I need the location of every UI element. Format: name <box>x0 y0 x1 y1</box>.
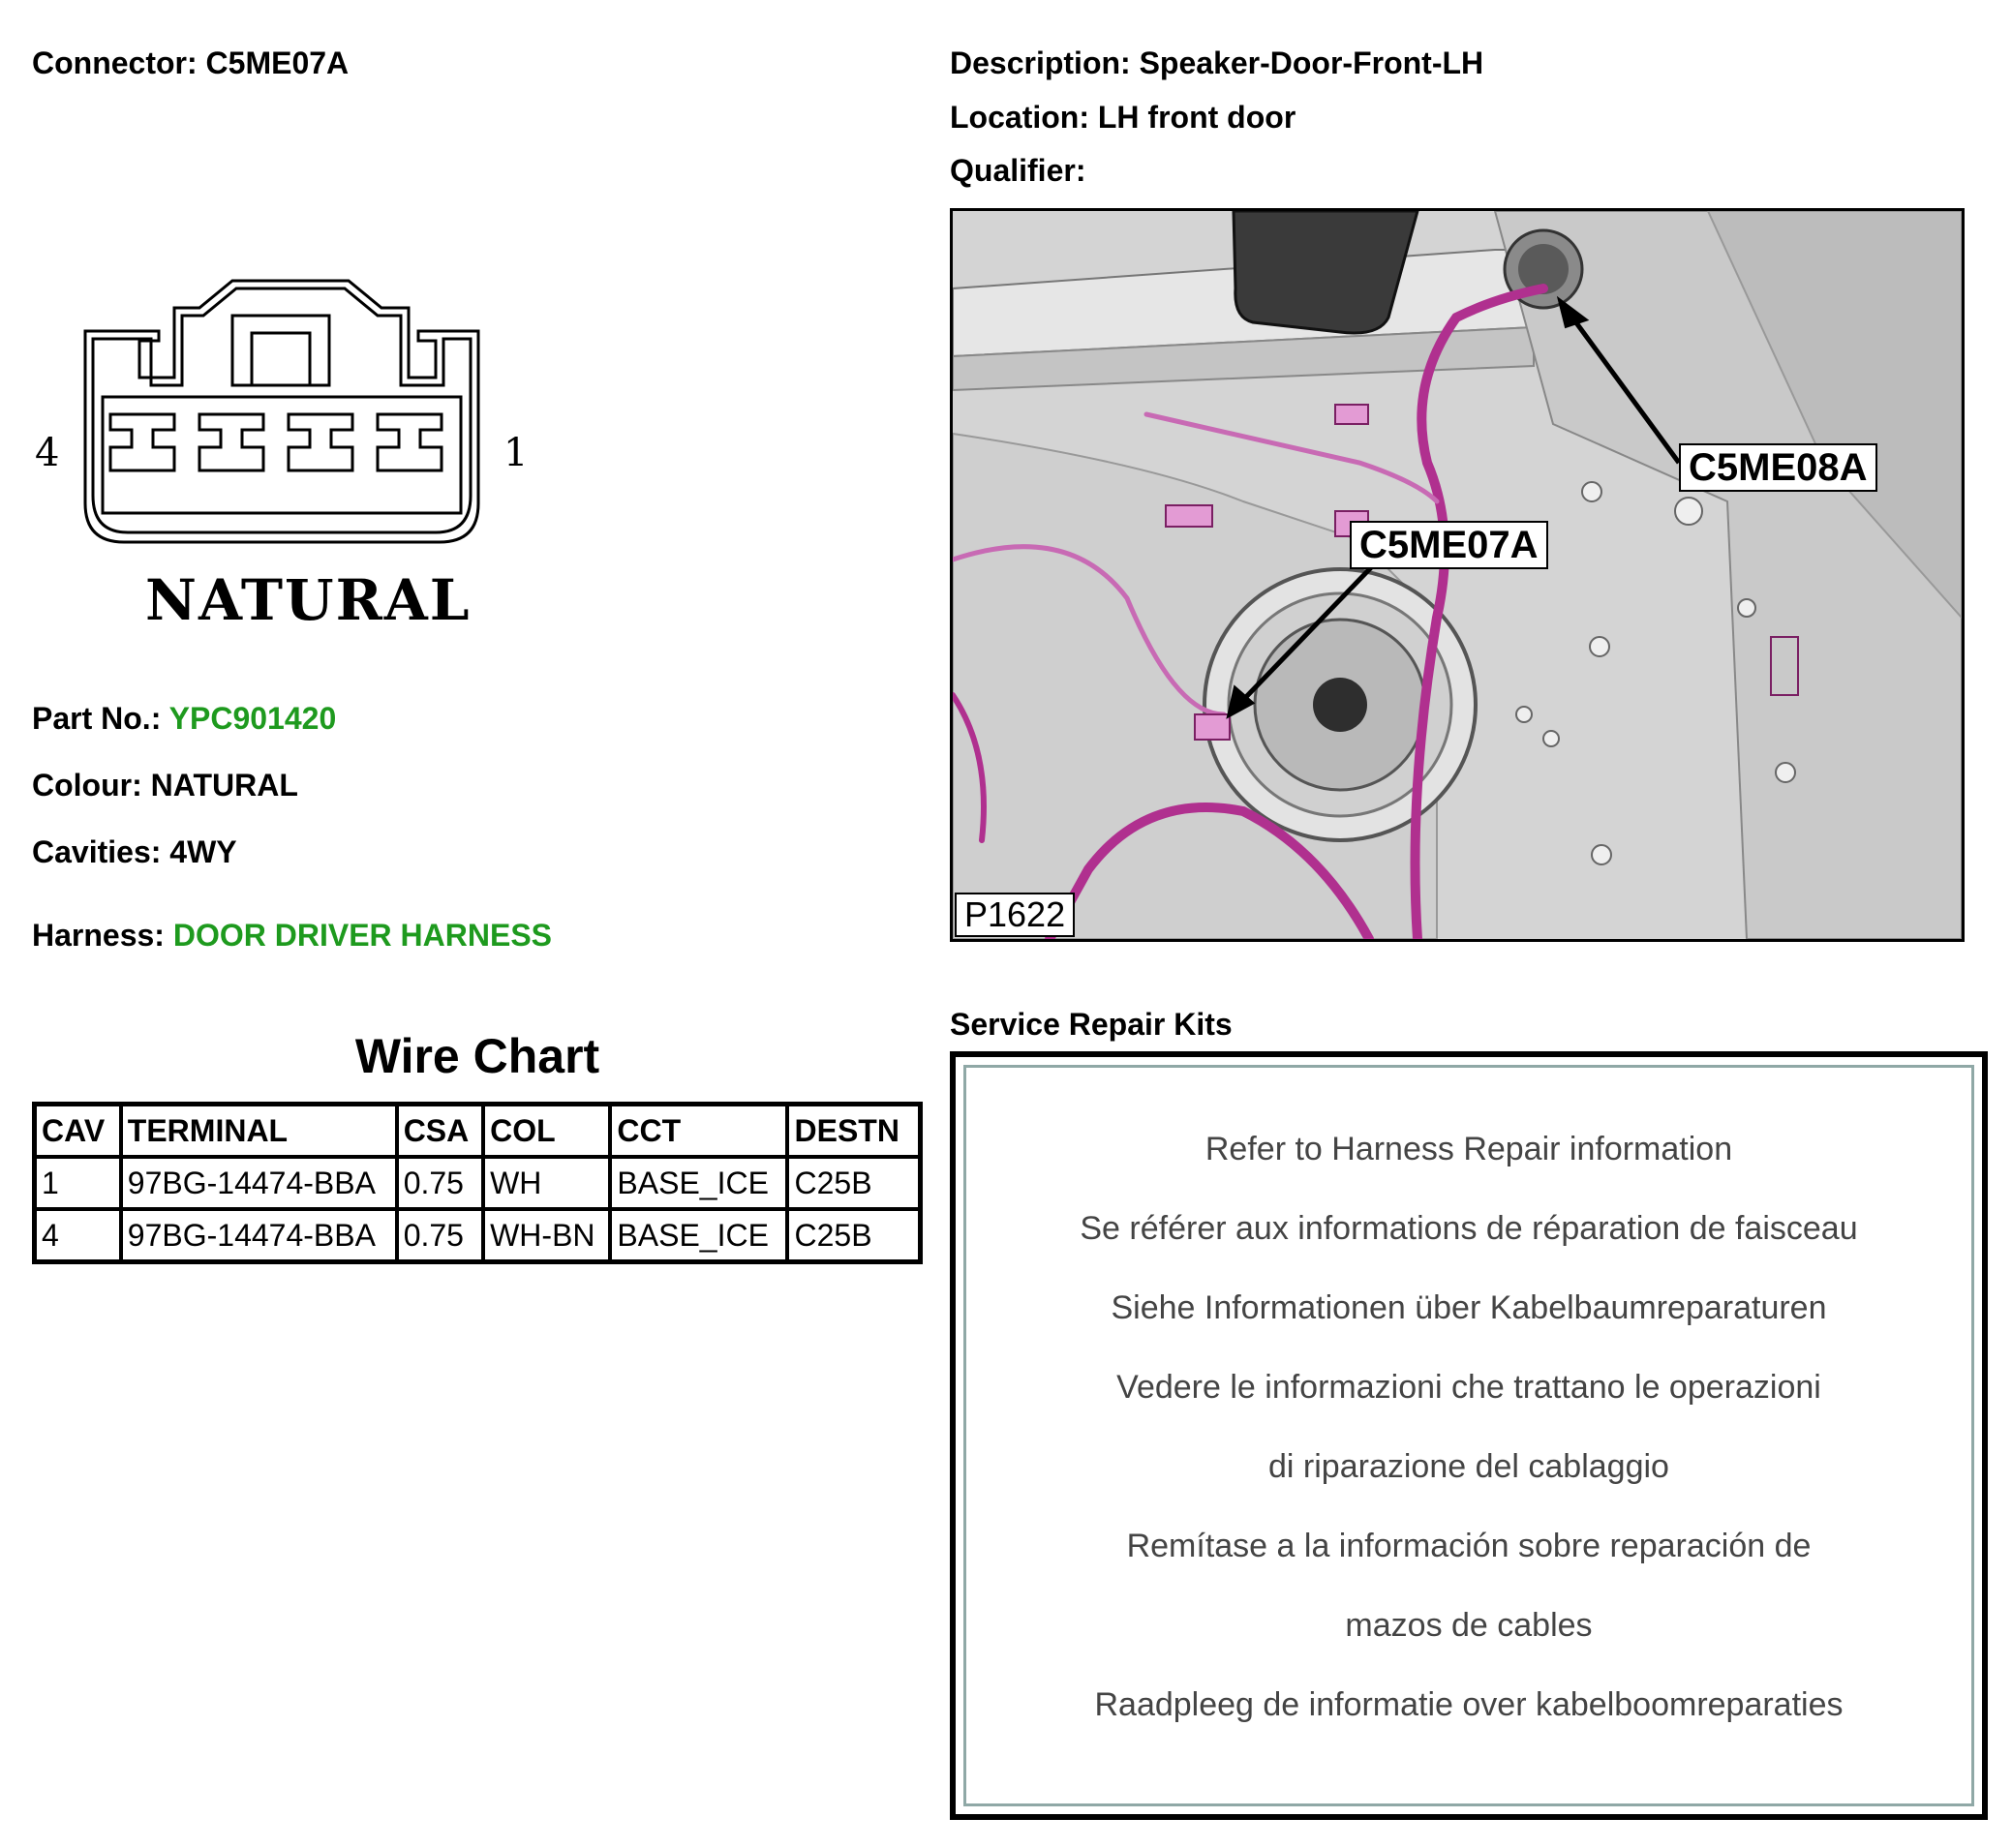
pin-4-label: 4 <box>35 431 60 475</box>
repair-line-1: Refer to Harness Repair information <box>1204 1131 1733 1167</box>
repair-line-7: mazos de cables <box>1345 1607 1593 1644</box>
cell-col: WH-BN <box>483 1209 610 1262</box>
cavities-label: Cavities: <box>32 834 162 869</box>
part-no-line <box>32 699 336 738</box>
connector-line <box>32 44 349 82</box>
colour-value: NATURAL <box>150 768 298 803</box>
repair-line-4: Vedere le informazioni che trattano le operazioni <box>1116 1369 1821 1406</box>
cavities-line <box>32 833 237 871</box>
description-value: Speaker-Door-Front-LH <box>1139 45 1484 80</box>
repair-line-2: Se référer aux informations de réparation de faisceau <box>1080 1210 1858 1247</box>
wire-chart-header-row <box>35 1105 921 1158</box>
cell-cav: 4 <box>35 1209 121 1262</box>
cell-terminal: 97BG-14474-BBA <box>121 1157 397 1209</box>
wire-chart-title: Wire Chart <box>354 1029 600 1083</box>
cavities-value: 4WY <box>169 834 237 869</box>
repair-line-5: di riparazione del cablaggio <box>1268 1448 1669 1485</box>
header-cct: CCT <box>610 1105 787 1158</box>
header-cav: CAV <box>35 1105 121 1158</box>
location-line <box>950 98 1296 136</box>
callout-c5me07a: C5ME07A <box>1350 521 1548 569</box>
location-photo <box>950 208 1965 942</box>
colour-label: Colour: <box>32 768 142 803</box>
qualifier-label: Qualifier: <box>950 153 1086 188</box>
repair-line-3: Siehe Informationen über Kabelbaumreparaturen <box>1111 1289 1827 1326</box>
table-row <box>35 1157 921 1209</box>
header-col: COL <box>483 1105 610 1158</box>
part-no-label: Part No.: <box>32 701 162 736</box>
service-repair-kits-inner-frame <box>963 1065 1974 1806</box>
repair-line-8: Raadpleeg de informatie over kabelboomreparaties <box>1094 1686 1844 1723</box>
cell-cav: 1 <box>35 1157 121 1209</box>
cell-destn: C25B <box>787 1157 920 1209</box>
service-repair-kits-title: Service Repair Kits <box>950 1007 1233 1042</box>
connector-colour-caption: NATURAL <box>145 567 472 633</box>
pin-1-label: 1 <box>503 431 529 475</box>
photo-id-label: P1622 <box>955 893 1075 937</box>
harness-label: Harness: <box>32 918 165 953</box>
description-line <box>950 44 1483 82</box>
wire-chart-table <box>32 1102 923 1264</box>
cell-csa: 0.75 <box>397 1157 483 1209</box>
repair-line-6: Remítase a la información sobre reparación de <box>1126 1528 1812 1564</box>
harness-link[interactable]: DOOR DRIVER HARNESS <box>172 918 552 953</box>
header-csa: CSA <box>397 1105 483 1158</box>
door-panel-illustration <box>953 211 1962 939</box>
connector-label: Connector: <box>32 45 198 80</box>
cell-col: WH <box>483 1157 610 1209</box>
location-label: Location: <box>950 100 1089 135</box>
cell-destn: C25B <box>787 1209 920 1262</box>
connector-value: C5ME07A <box>205 45 350 80</box>
cell-cct: BASE_ICE <box>610 1209 787 1262</box>
cell-terminal: 97BG-14474-BBA <box>121 1209 397 1262</box>
harness-line <box>32 916 552 954</box>
header-destn: DESTN <box>787 1105 920 1158</box>
description-label: Description: <box>950 45 1131 80</box>
cell-cct: BASE_ICE <box>610 1157 787 1209</box>
qualifier-line <box>950 151 1085 190</box>
colour-line <box>32 766 298 804</box>
service-repair-kits-box <box>950 1051 1988 1820</box>
table-row <box>35 1209 921 1262</box>
cell-csa: 0.75 <box>397 1209 483 1262</box>
location-value: LH front door <box>1097 100 1296 135</box>
header-terminal: TERMINAL <box>121 1105 397 1158</box>
connector-face-drawing <box>29 242 571 649</box>
callout-c5me08a: C5ME08A <box>1679 443 1877 492</box>
part-no-link[interactable]: YPC901420 <box>168 701 337 736</box>
